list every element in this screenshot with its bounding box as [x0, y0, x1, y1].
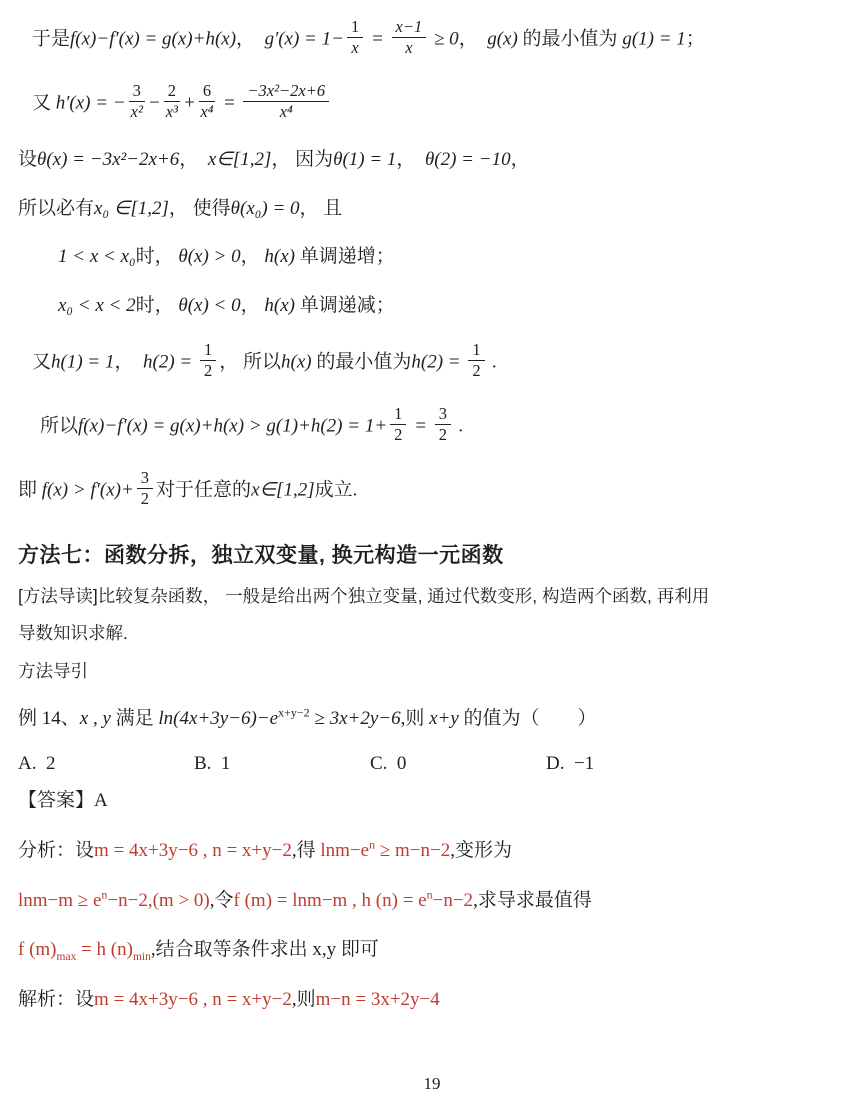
section-heading [18, 542, 838, 569]
math-run: x₀ ∈[1,2] [94, 197, 169, 219]
text-run: ,则 [291, 989, 316, 1011]
choice-options [18, 752, 838, 777]
text-run: ， [396, 148, 425, 170]
fraction-denominator: 2 [438, 425, 447, 445]
choice-option: C. 0 [370, 752, 407, 774]
math-run: h(x) [281, 350, 312, 372]
math-run: h(2) = [411, 350, 466, 372]
solution-line-8 [18, 403, 838, 447]
fraction-denominator: 2 [204, 361, 213, 381]
fraction-denominator: x⁴ [279, 102, 293, 122]
solution-line-3 [18, 148, 838, 173]
fraction [390, 405, 406, 445]
method-guide-label [18, 660, 838, 683]
text-run: 分析：设 [18, 840, 95, 862]
text-run: [方法导读]比较复杂函数， 一般是给出两个独立变量, 通过代数变形, 构造两个函数, 再利用 [18, 585, 710, 606]
text-run: 时， [135, 246, 179, 268]
example-14 [18, 707, 838, 732]
text-run: ,结合取等条件求出 x,y 即可 [150, 939, 379, 961]
solution-line-6 [18, 294, 838, 319]
text-run: ,得 [291, 840, 321, 862]
text-run: 的最小值为 [517, 28, 623, 50]
math-run: θ(x) = −3x²−2x+6 [37, 148, 180, 170]
math-run: lnm−e [320, 840, 370, 862]
fraction-denominator: 2 [140, 488, 150, 508]
math-run: θ(1) = 1 [333, 148, 397, 170]
fraction [200, 341, 216, 381]
solution-line-1 [18, 17, 838, 60]
solution-line-2 [18, 80, 838, 124]
text-run: 所以 [40, 414, 79, 436]
fraction-denominator: x [405, 38, 413, 58]
math-run: − [147, 92, 161, 114]
fraction [129, 82, 145, 122]
math-run: θ(x) < 0 [178, 294, 241, 316]
math-run: m−n = 3x+2y−4 [315, 989, 440, 1011]
text-run: ， [236, 28, 265, 50]
math-run: g′(x) = 1− [264, 28, 344, 50]
fraction-denominator: 2 [472, 361, 481, 381]
text-run: ,变形为 [450, 840, 512, 862]
answer-line [18, 789, 838, 814]
text-run: 对于任意的 [156, 478, 252, 500]
fraction-numerator: 3 [435, 405, 451, 425]
text-run: 方法导引 [18, 661, 88, 682]
fraction [435, 405, 451, 445]
math-run: g(1) = 1 [622, 28, 686, 50]
text-run: 成立. [314, 478, 358, 500]
math-run: x₀ < x < 2 [58, 294, 136, 316]
math-run: = [409, 414, 432, 436]
analysis-line-3 [18, 938, 838, 963]
analysis-line-2 [18, 889, 838, 914]
math-run: ≥ 3x+2y−6 [309, 707, 401, 729]
choice-option: B. 1 [194, 752, 231, 774]
fraction-numerator: 1 [200, 341, 216, 361]
solution-line-7 [18, 339, 838, 383]
math-run: f (m) [18, 939, 57, 961]
fraction [164, 82, 180, 122]
math-run: . [487, 350, 498, 372]
math-run: x∈[1,2] [251, 478, 315, 500]
fraction-denominator: x⁴ [200, 102, 214, 122]
math-run: −n−2,(m > 0) [107, 889, 210, 911]
fraction-denominator: x³ [165, 102, 178, 122]
math-run: ≥ m−n−2 [375, 840, 451, 862]
math-run: = h (n) [76, 939, 133, 961]
choice-option: D. −1 [546, 752, 595, 774]
text-run: 设 [18, 148, 38, 170]
math-run: h′(x) = − [55, 92, 126, 114]
fraction-numerator: 3 [137, 469, 153, 489]
math-run: ≥ 0 [429, 28, 459, 50]
method-intro-line-1 [18, 585, 838, 608]
fraction [347, 18, 363, 58]
math-run: h(2) = [143, 350, 197, 372]
text-run: 方法七：函数分拆，独立双变量, 换元构造一元函数 [18, 544, 504, 568]
text-run: 单调递增； [295, 246, 395, 268]
method-intro-line-2 [18, 622, 838, 645]
fraction-numerator: −3x²−2x+6 [243, 82, 329, 102]
text-run: ， [179, 148, 208, 170]
fraction-denominator: x² [130, 102, 143, 122]
analysis-line-1 [18, 839, 838, 864]
text-run: 满足 [110, 707, 159, 729]
fraction [199, 82, 215, 122]
fraction-numerator: 6 [199, 82, 215, 102]
text-run: ， 所以 [219, 350, 282, 372]
text-run: 例 14、 [18, 707, 80, 729]
text-run: ， 使得 [168, 197, 231, 219]
fraction [243, 82, 329, 122]
fraction-numerator: 2 [164, 82, 180, 102]
fraction [392, 18, 427, 58]
superscript: n [426, 887, 433, 902]
solution-line-4 [18, 197, 838, 222]
text-run: ,则 [400, 707, 430, 729]
math-run: h(1) = 1 [51, 350, 115, 372]
math-run: f(x)−f′(x) = g(x)+h(x) > g(1)+h(2) = 1+ [78, 414, 388, 436]
text-run: 导数知识求解. [18, 623, 128, 644]
math-run: ln(4x+3y−6)−e [158, 707, 279, 729]
math-run: −n−2 [432, 889, 474, 911]
text-run: 时， [135, 294, 179, 316]
text-run: 即 [18, 478, 42, 500]
text-run: 的值为（ ） [458, 707, 597, 729]
math-run: f (m) = lnm−m , h (n) = e [233, 889, 427, 911]
text-run: ， [240, 246, 265, 268]
analysis-line-4 [18, 988, 838, 1013]
text-run: ,求导求最值得 [473, 889, 592, 911]
text-run: 于是 [32, 28, 71, 50]
math-run: f(x) > f′(x)+ [41, 478, 134, 500]
math-run: h(x) [264, 294, 295, 316]
text-run: ； [685, 28, 705, 50]
math-run: = [366, 28, 389, 50]
math-run: θ(x) > 0 [178, 246, 241, 268]
math-run: g(x) [487, 28, 518, 50]
text-run: 又 [32, 92, 56, 114]
fraction-numerator: 1 [468, 341, 484, 361]
math-run: θ(2) = −10 [424, 148, 511, 170]
text-run: ， [240, 294, 265, 316]
math-run: h(x) [264, 246, 295, 268]
subscript: max [56, 951, 77, 964]
math-run: x+y [429, 707, 459, 729]
math-run: x , y [79, 707, 111, 729]
text-run: ， [114, 350, 144, 372]
fraction-numerator: 1 [347, 18, 363, 38]
math-run: m = 4x+3y−6 , n = x+y−2 [94, 989, 292, 1011]
solution-line-5 [18, 245, 838, 270]
math-run: x∈[1,2] [207, 148, 272, 170]
text-run: 单调递减； [295, 294, 395, 316]
math-run: = [218, 92, 241, 114]
fraction-denominator: x [351, 38, 359, 58]
math-run: f(x)−f′(x) = g(x)+h(x) [70, 28, 237, 50]
math-run: θ(x₀) = 0 [230, 197, 300, 219]
fraction-numerator: x−1 [392, 18, 427, 38]
math-run: + [182, 92, 196, 114]
text-run: ， 且 [299, 197, 343, 219]
fraction [468, 341, 484, 381]
text-run: ， [458, 28, 488, 50]
page-number: 19 [423, 1074, 441, 1093]
text-run: ,令 [209, 889, 234, 911]
math-run: lnm−m ≥ e [18, 889, 102, 911]
fraction-numerator: 3 [129, 82, 145, 102]
superscript: n [369, 837, 376, 852]
fraction-denominator: 2 [394, 425, 403, 445]
text-run: 解析：设 [18, 989, 95, 1011]
text-run: ， 因为 [271, 148, 334, 170]
subscript: min [132, 951, 151, 964]
text-run: 的最小值为 [311, 350, 412, 372]
fraction [137, 469, 153, 509]
text-run: 【答案】A [18, 790, 108, 812]
math-run: 1 < x < x₀ [58, 246, 136, 268]
math-run: m = 4x+3y−6 , n = x+y−2 [94, 840, 292, 862]
math-run: . [453, 414, 464, 436]
text-run: ， [510, 148, 530, 170]
solution-line-9 [18, 467, 838, 511]
text-run: 所以必有 [18, 197, 95, 219]
superscript: x+y−2 [278, 705, 310, 720]
text-run: 又 [32, 350, 52, 372]
fraction-numerator: 1 [390, 405, 406, 425]
superscript: n [101, 887, 108, 902]
choice-option: A. 2 [18, 752, 56, 774]
